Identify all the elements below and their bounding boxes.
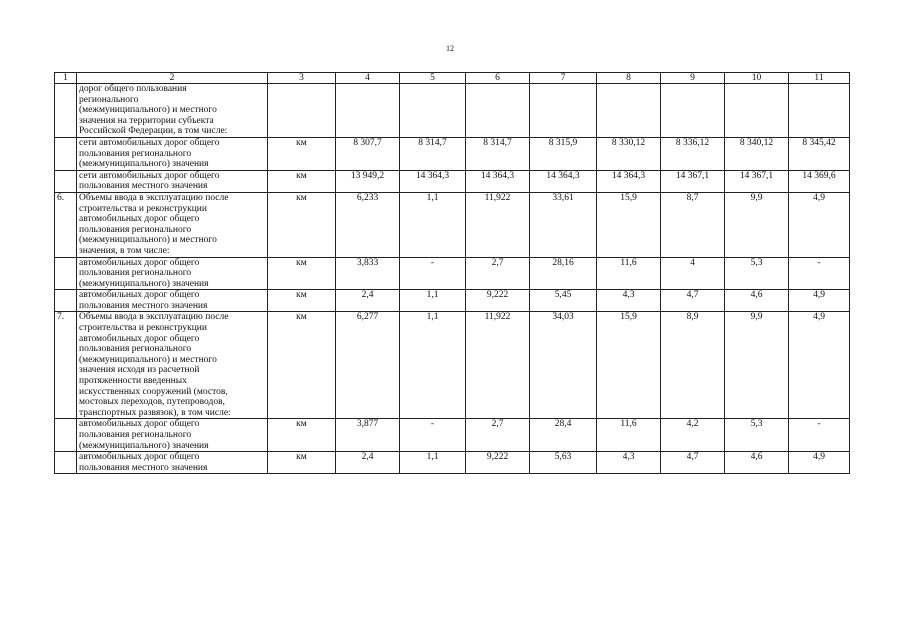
column-header: 3	[268, 73, 336, 84]
indicator-name-line: пользования регионального	[79, 148, 192, 159]
value-cell: 4,9	[789, 192, 850, 257]
page-number: 12	[446, 44, 454, 53]
value-cell	[400, 84, 466, 138]
indicator-name-line: значения исходя из расчетной	[79, 365, 200, 376]
unit-cell: км	[268, 137, 336, 170]
value-cell: 1,1	[400, 290, 466, 312]
table-row	[55, 257, 850, 290]
indicator-name	[77, 312, 268, 419]
indicator-name-line: автомобильных дорог общего	[79, 452, 200, 463]
table-row	[55, 192, 850, 257]
value-cell: 28,4	[530, 419, 597, 452]
table-row	[55, 452, 850, 474]
column-header: 8	[597, 73, 661, 84]
value-cell: 9,9	[725, 312, 789, 419]
value-cell: 4	[661, 257, 725, 290]
indicator-name-line: (межмуниципального) и местного	[79, 354, 217, 365]
value-cell: 6,277	[336, 312, 400, 419]
indicator-name-line: автомобильных дорог общего	[79, 419, 200, 430]
value-cell: 13 949,2	[336, 170, 400, 192]
value-cell: 8 340,12	[725, 137, 789, 170]
indicator-name-line: Российской Федерации, в том числе:	[79, 126, 228, 137]
value-cell: 14 364,3	[466, 170, 530, 192]
value-cell	[466, 84, 530, 138]
indicator-name-line: пользования местного значения	[79, 462, 208, 473]
value-cell: 1,1	[400, 312, 466, 419]
value-cell: 4,6	[725, 290, 789, 312]
column-header: 2	[77, 73, 268, 84]
value-cell: 11,922	[466, 312, 530, 419]
indicator-name	[77, 84, 268, 138]
column-header: 7	[530, 73, 597, 84]
indicator-name	[77, 257, 268, 290]
row-number	[55, 257, 77, 290]
table-row	[55, 312, 850, 419]
value-cell: 14 364,3	[530, 170, 597, 192]
indicator-name-line: пользования регионального	[79, 224, 192, 235]
indicator-name-line: автомобильных дорог общего	[79, 333, 200, 344]
value-cell: 14 369,6	[789, 170, 850, 192]
indicator-name-line: пользования регионального	[79, 268, 192, 279]
indicator-name-line: (межмуниципального) и местного	[79, 105, 217, 116]
unit-cell: км	[268, 290, 336, 312]
indicator-name-line: регионального	[79, 94, 139, 105]
row-number	[55, 137, 77, 170]
value-cell: 4,2	[661, 419, 725, 452]
row-number	[55, 170, 77, 192]
value-cell: -	[789, 419, 850, 452]
value-cell: 2,7	[466, 257, 530, 290]
value-cell: 11,6	[597, 257, 661, 290]
indicator-name-line: сети автомобильных дорог общего	[79, 170, 220, 181]
value-cell: 4,9	[789, 290, 850, 312]
indicator-name	[77, 419, 268, 452]
column-header: 9	[661, 73, 725, 84]
column-header: 11	[789, 73, 850, 84]
value-cell: 8 315,9	[530, 137, 597, 170]
indicator-name	[77, 452, 268, 474]
value-cell: -	[400, 419, 466, 452]
value-cell	[336, 84, 400, 138]
indicator-name-line: автомобильных дорог общего	[79, 290, 200, 301]
value-cell: 8,9	[661, 312, 725, 419]
value-cell: 4,6	[725, 452, 789, 474]
value-cell: 14 364,3	[597, 170, 661, 192]
value-cell: 4,9	[789, 452, 850, 474]
table-row	[55, 137, 850, 170]
indicator-name-line: Объемы ввода в эксплуатацию после	[79, 312, 229, 323]
indicator-name-line: пользования регионального	[79, 430, 192, 440]
value-cell: 8 345,42	[789, 137, 850, 170]
indicator-name-line: пользования регионального	[79, 344, 192, 355]
unit-cell: км	[268, 312, 336, 419]
value-cell: 11,6	[597, 419, 661, 452]
indicator-name-line: искусственных сооружений (мостов,	[79, 386, 228, 397]
value-cell: 34,03	[530, 312, 597, 419]
table-row	[55, 84, 850, 138]
value-cell: 4,9	[789, 312, 850, 419]
indicators-table	[54, 72, 850, 474]
value-cell: 9,222	[466, 290, 530, 312]
value-cell: 2,4	[336, 452, 400, 474]
value-cell: 15,9	[597, 312, 661, 419]
row-number	[55, 419, 77, 452]
column-number-row	[55, 73, 850, 84]
value-cell: 9,222	[466, 452, 530, 474]
value-cell: 4,7	[661, 452, 725, 474]
value-cell: 2,7	[466, 419, 530, 452]
indicator-name-line: пользования местного значения	[79, 181, 208, 192]
column-header: 6	[466, 73, 530, 84]
value-cell: 15,9	[597, 192, 661, 257]
value-cell: 14 367,1	[661, 170, 725, 192]
value-cell	[725, 84, 789, 138]
indicator-name	[77, 290, 268, 312]
indicator-name	[77, 170, 268, 192]
row-number: 6.	[55, 192, 77, 257]
indicator-name	[77, 137, 268, 170]
indicator-name-line: (межмуниципального) значения	[79, 159, 209, 170]
indicator-name-line: (межмуниципального) и местного	[79, 235, 217, 246]
indicator-name-line: дорог общего пользования	[79, 84, 187, 94]
value-cell: 8 314,7	[466, 137, 530, 170]
value-cell: -	[400, 257, 466, 290]
unit-cell: км	[268, 170, 336, 192]
indicator-name-line: транспортных развязок), в том числе:	[79, 407, 231, 418]
unit-cell	[268, 84, 336, 138]
indicator-name-line: протяженности введенных	[79, 376, 187, 387]
value-cell: 5,3	[725, 419, 789, 452]
value-cell: 28,16	[530, 257, 597, 290]
value-cell	[530, 84, 597, 138]
value-cell: 11,922	[466, 192, 530, 257]
indicator-name-line: строительства и реконструкции	[79, 323, 207, 334]
column-header: 1	[55, 73, 77, 84]
value-cell: 14 364,3	[400, 170, 466, 192]
value-cell: 4,3	[597, 290, 661, 312]
column-header: 5	[400, 73, 466, 84]
value-cell	[789, 84, 850, 138]
value-cell: 8 336,12	[661, 137, 725, 170]
row-number	[55, 290, 77, 312]
table-row	[55, 170, 850, 192]
value-cell: 4,3	[597, 452, 661, 474]
row-number	[55, 452, 77, 474]
row-number: 7.	[55, 312, 77, 419]
value-cell: 2,4	[336, 290, 400, 312]
value-cell: 33,61	[530, 192, 597, 257]
unit-cell: км	[268, 192, 336, 257]
value-cell: 8 314,7	[400, 137, 466, 170]
indicator-name-line: пользования местного значения	[79, 300, 208, 311]
indicator-name-line: Объемы ввода в эксплуатацию после	[79, 192, 229, 203]
value-cell: 14 367,1	[725, 170, 789, 192]
indicator-name-line: автомобильных дорог общего	[79, 257, 200, 268]
table-row	[55, 290, 850, 312]
value-cell: 8 330,12	[597, 137, 661, 170]
indicator-name-line: сети автомобильных дорог общего	[79, 137, 220, 148]
column-header: 4	[336, 73, 400, 84]
value-cell: 8,7	[661, 192, 725, 257]
value-cell: 4,7	[661, 290, 725, 312]
indicator-name-line: автомобильных дорог общего	[79, 214, 200, 225]
value-cell: -	[789, 257, 850, 290]
value-cell: 3,833	[336, 257, 400, 290]
value-cell: 6,233	[336, 192, 400, 257]
indicator-name-line: строительства и реконструкции	[79, 203, 207, 214]
indicator-name-line: мостовых переходов, путепроводов,	[79, 397, 225, 408]
row-number	[55, 84, 77, 138]
value-cell	[661, 84, 725, 138]
unit-cell: км	[268, 452, 336, 474]
indicator-name-line: значения на территории субъекта	[79, 115, 214, 126]
value-cell: 5,45	[530, 290, 597, 312]
value-cell: 1,1	[400, 452, 466, 474]
value-cell: 1,1	[400, 192, 466, 257]
indicator-name	[77, 192, 268, 257]
unit-cell: км	[268, 257, 336, 290]
table-row	[55, 419, 850, 452]
value-cell: 3,877	[336, 419, 400, 452]
value-cell: 5,63	[530, 452, 597, 474]
indicator-name-line: значения, в том числе:	[79, 245, 170, 256]
value-cell	[597, 84, 661, 138]
value-cell: 9,9	[725, 192, 789, 257]
unit-cell: км	[268, 419, 336, 452]
indicator-name-line: (межмуниципального) значения	[79, 278, 209, 289]
column-header: 10	[725, 73, 789, 84]
indicator-name-line: (межмуниципального) значения	[79, 440, 209, 451]
value-cell: 8 307,7	[336, 137, 400, 170]
value-cell: 5,3	[725, 257, 789, 290]
